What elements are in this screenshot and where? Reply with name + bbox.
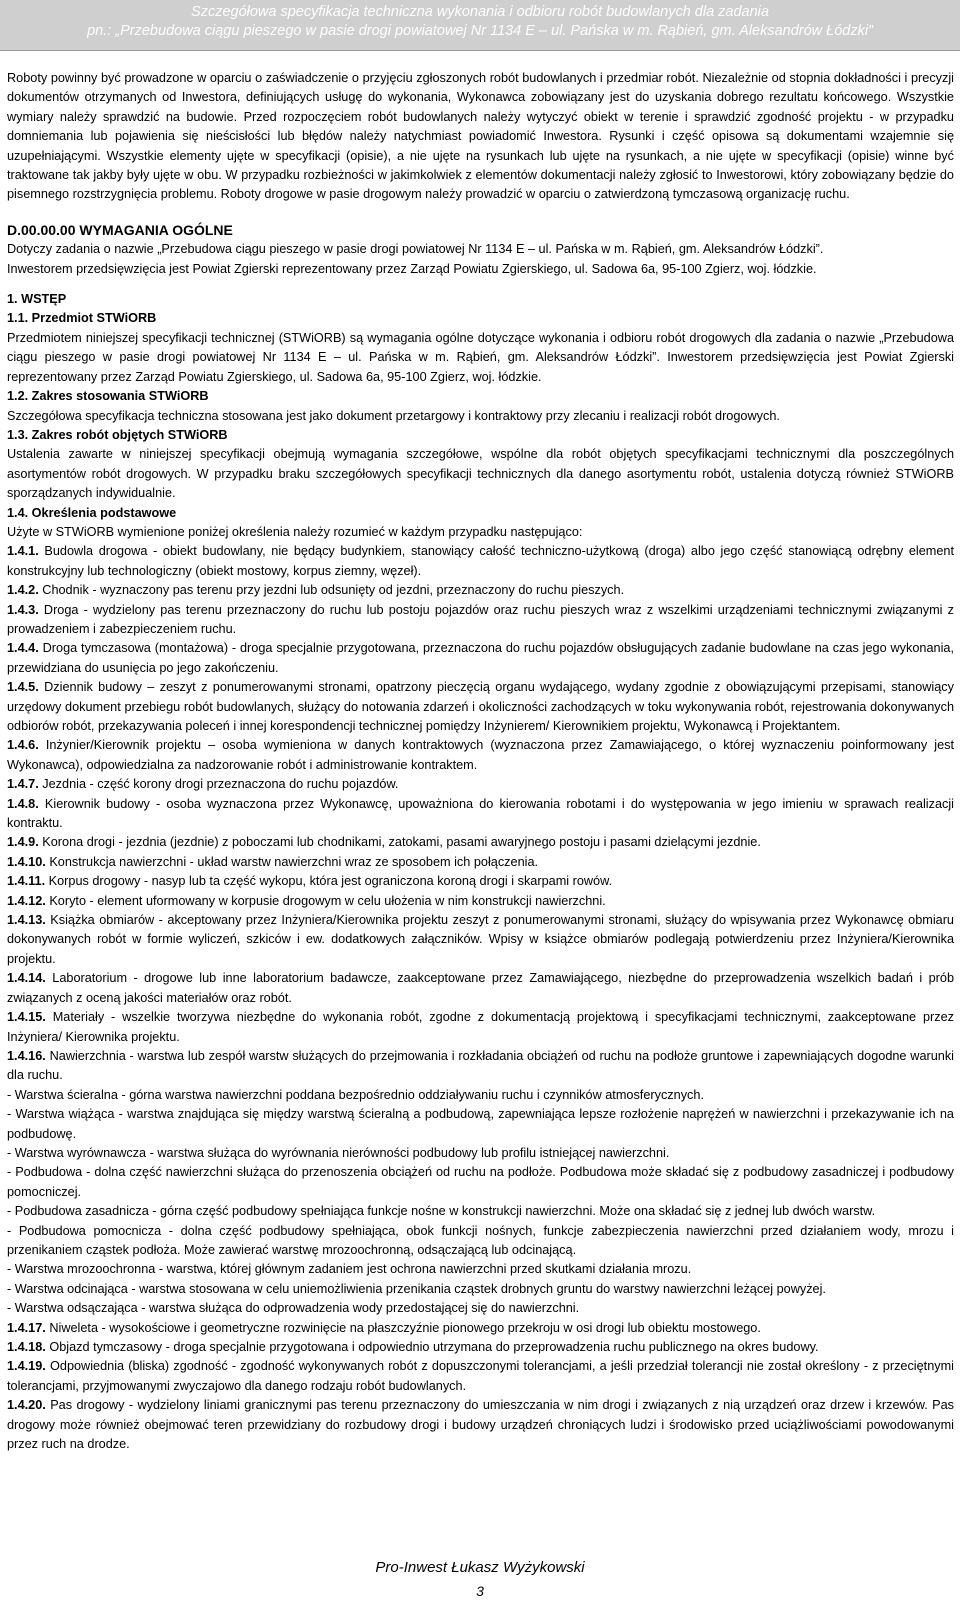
definition-item — [7, 892, 954, 911]
definition-text: Niweleta - wysokościowe i geometryczne rozwinięcie na płaszczyźnie pionowego przekroju w osi drogi lub obiektu mostowego. — [49, 1320, 761, 1335]
definition-number: 1.4.16. — [7, 1048, 46, 1063]
definition-number: 1.4.15. — [7, 1010, 46, 1025]
layer-item: - Warstwa mrozoochronna - warstwa, której głównym zadaniem jest ochrona nawierzchni przed skutkami działania mrozu. — [7, 1262, 692, 1277]
definition-text: Konstrukcja nawierzchni - układ warstw nawierzchni wraz ze sposobem ich połączenia. — [49, 854, 539, 869]
definition-number: 1.4.1. — [7, 544, 39, 559]
definition-text: Droga - wydzielony pas terenu przeznaczony do ruchu lub postoju pojazdów oraz ruchu pieszych wraz z wszelkimi urządzeniami technicznymi związanymi z prowadzeniem i zabezpieczeniem ruchu. — [7, 602, 954, 636]
layer-item: - Podbudowa pomocnicza - dolna część podbudowy spełniająca, obok funkcji nośnych, funkcje zabezpieczenia nawierzchni przed działaniem wody, mrozu i przenikaniem cząstek podłoża. Może zawierać warstwę mrozoochronną, odsączającą lub odcinającą. — [7, 1223, 954, 1257]
definition-item — [7, 1047, 954, 1086]
definition-text: Budowla drogowa - obiekt budowlany, nie będący budynkiem, stanowiący całość techniczno-użytkową (droga) albo jego część stanowiącą odrębny element konstrukcyjny lub technologiczny (obiekt mostowy, korpus ziemny, węzeł). — [7, 544, 954, 578]
layer-item: - Warstwa odcinająca - warstwa stosowana w celu uniemożliwienia przenikania cząstek drobnych gruntu do warstwy nawierzchni leżącej powyżej. — [7, 1281, 826, 1296]
definition-item — [7, 911, 954, 969]
section-1-1-text: Przedmiotem niniejszej specyfikacji technicznej (STWiORB) są wymagania ogólne dotyczące wykonania i odbioru robót drogowych dla zadania o nazwie „Przebudowa ciągu pieszego w pasie drogi powiatowej Nr 1134 E – ul. Pańska w m. Rąbień, gm. Aleksandrów Łódzki”. Inwestorem przedsięwzięcia jest Powiat Zgierski reprezentowany przez Zarząd Powiatu Zgierskiego, ul. Sadowa 6a, 95-100 Zgierz, woj. łódzkie. — [7, 330, 954, 384]
definition-text: Chodnik - wyznaczony pas terenu przy jezdni lub odsunięty od jezdni, przeznaczony do ruchu pieszych. — [42, 583, 625, 598]
layer-item: - Warstwa ścieralna - górna warstwa nawierzchni poddana bezpośrednio oddziaływaniu ruchu i czynników atmosferycznych. — [7, 1087, 704, 1102]
section-1-3-heading: 1.3. Zakres robót objętych STWiORB — [7, 427, 228, 442]
section-1-3-text: Ustalenia zawarte w niniejszej specyfikacji obejmują wymagania szczegółowe, wspólne dla robót objętych specyfikacjami technicznymi dla poszczególnych asortymentów robót drogowych. W przypadku braku szczegółowych specyfikacji technicznych dla danego asortymentu robót, ustalenia dotyczą również STWiORB sporządzanych indywidualnie. — [7, 447, 954, 501]
definition-text: Objazd tymczasowy - droga specjalnie przygotowana i odpowiednio utrzymana do przeprowadzenia ruchu publicznego na okres budowy. — [49, 1340, 819, 1354]
definition-item — [7, 853, 954, 872]
definition-item — [7, 872, 954, 891]
layer-item: - Warstwa odsączająca - warstwa służąca do odprowadzenia wody przedostającej się do nawierzchni. — [7, 1301, 580, 1316]
definition-number: 1.4.14. — [7, 971, 46, 986]
page-footer-author: Pro-Inwest Łukasz Wyżykowski — [375, 1559, 585, 1576]
section-1-heading: 1. WSTĘP — [7, 292, 67, 307]
section-1-2-text: Szczegółowa specyfikacja techniczna stosowana jest jako dokument przetargowy i kontraktowy przy zlecaniu i realizacji robót drogowych. — [7, 408, 780, 423]
definition-item — [7, 639, 954, 678]
definition-item — [7, 678, 954, 736]
definition-number: 1.4.17. — [7, 1320, 46, 1335]
definition-text: Inżynier/Kierownik projektu – osoba wymieniona w danych kontraktowych (wyznaczona przez Zamawiającego, o której wyznaczeniu poinformowany jest Wykonawca), odpowiedzialna za nadzorowanie robót i administrowanie kontraktem. — [7, 738, 954, 772]
section-1-4-text: Użyte w STWiORB wymienione poniżej określenia należy rozumieć w każdym przypadku następująco: — [7, 524, 583, 539]
definition-text: Dziennik budowy – zeszyt z ponumerowanymi stronami, opatrzony pieczęcią organu wydającego, wydany zgodnie z obowiązującymi przepisami, stanowiący urzędowy dokument przebiegu robót budowlanych, służący do notowania zdarzeń i okoliczności zachodzących w toku wykonywania robót, rejestrowania dokonywanych odbiorów robót, przekazywania poleceń i innej korespondencji technicznej pomiędzy Inżynierem/ Kierownikiem projektu, Wykonawcą i Projektantem. — [7, 680, 954, 733]
definition-number: 1.4.5. — [7, 680, 39, 695]
definition-number: 1.4.2. — [7, 583, 39, 598]
definition-number: 1.4.8. — [7, 796, 39, 811]
layer-item: - Podbudowa - dolna część nawierzchni służąca do przenoszenia obciążeń od ruchu na podłoże. Podbudowa może składać się z podbudowy zasadniczej i podbudowy pomocniczej. — [7, 1165, 954, 1199]
definition-text: Odpowiednia (bliska) zgodność - zgodność wykonywanych robót z dopuszczonymi tolerancjami, a jeśli przedział tolerancji nie został określony - z przeciętnymi tolerancjami, przyjmowanymi zwyczajowo dla danego rodzaju robót budowlanych. — [7, 1359, 954, 1393]
definition-text: Droga tymczasowa (montażowa) - droga specjalnie przygotowana, przeznaczona do ruchu pojazdów obsługujących zadanie budowlane na czas jego wykonania, przewidziana do usunięcia po jego zakończeniu. — [7, 641, 954, 675]
layer-item: - Warstwa wyrównawcza - warstwa służąca do wyrównania nierówności podbudowy lub profilu istniejącej nawierzchni. — [7, 1145, 670, 1160]
definition-item — [7, 795, 954, 834]
definition-number: 1.4.9. — [7, 835, 39, 850]
definition-item — [7, 1396, 954, 1454]
definition-text: Materiały - wszelkie tworzywa niezbędne do wykonania robót, zgodne z dokumentacją projektową i specyfikacjami technicznymi, zaakceptowane przez Inżyniera/ Kierownika projektu. — [7, 1010, 955, 1044]
definition-item — [7, 969, 954, 1008]
definition-text: Pas drogowy - wydzielony liniami granicznymi pas terenu przeznaczony do umieszczania w nim drogi i związanych z nią urządzeń oraz drzew i krzewów. Pas drogowy może również obejmować teren przewidziany do rozbudowy drogi i budowy urządzeń chroniących ludzi i środowisko przed uciążliwościami powodowanymi przez ruch na drodze. — [7, 1398, 954, 1452]
definition-number: 1.4.6. — [7, 738, 39, 753]
definition-item — [7, 542, 954, 581]
definition-number: 1.4.12. — [7, 893, 46, 908]
page-number: 3 — [476, 1583, 484, 1599]
layer-item: - Podbudowa zasadnicza - górna część podbudowy spełniająca funkcje nośne w konstrukcji nawierzchni. Może ona składać się z jednej lub dwóch warstw. — [7, 1204, 876, 1219]
header-line-2: pn.: „Przebudowa ciągu pieszego w pasie drogi powiatowej Nr 1134 E – ul. Pańska w m. Rąbień, gm. Aleksandrów Łódzki” — [87, 23, 873, 39]
definition-item — [7, 601, 954, 640]
definition-text: Książka obmiarów - akceptowany przez Inżyniera/Kierownika projektu zeszyt z ponumerowanymi stronami, służący do wpisywania przez Wykonawcę obmiaru dokonywanych robót w formie wyliczeń, szkiców i ew. dodatkowych załączników. Wpisy w książce obmiarów podlegają potwierdzeniu przez Inżyniera/Kierownika projektu. — [7, 913, 954, 966]
definition-item — [7, 775, 954, 794]
definition-item — [7, 736, 954, 775]
definition-item — [7, 1319, 954, 1338]
definition-text: Korona drogi - jezdnia (jezdnie) z poboczami lub chodnikami, zatokami, pasami awaryjnego postoju i pasami dzielącymi jezdnie. — [42, 835, 761, 850]
definition-number: 1.4.10. — [7, 854, 46, 869]
definition-text: Koryto - element uformowany w korpusie drogowym w celu ułożenia w nim konstrukcji nawierzchni. — [49, 893, 606, 908]
definition-item — [7, 1338, 954, 1357]
section-1-1-heading: 1.1. Przedmiot STWiORB — [7, 311, 157, 326]
definition-number: 1.4.18. — [7, 1340, 46, 1354]
section-1-2-heading: 1.2. Zakres stosowania STWiORB — [7, 389, 209, 404]
layer-item: - Warstwa wiążąca - warstwa znajdująca się między warstwą ścieralną a podbudową, zapewniająca lepsze rozłożenie naprężeń w nawierzchni i przekazywanie ich na podbudowę. — [7, 1107, 954, 1141]
definition-number: 1.4.3. — [7, 602, 39, 617]
definition-number: 1.4.20. — [7, 1398, 46, 1413]
definition-number: 1.4.11. — [7, 874, 46, 889]
definition-item — [7, 581, 954, 600]
definition-number: 1.4.4. — [7, 641, 39, 656]
definition-number: 1.4.19. — [7, 1359, 46, 1374]
definition-text: Kierownik budowy - osoba wyznaczona przez Wykonawcę, upoważniona do kierowania robotami i do występowania w jego imieniu w sprawach realizacji kontraktu. — [7, 796, 954, 831]
definition-text: Laboratorium - drogowe lub inne laboratorium badawcze, zaakceptowane przez Zamawiającego, niezbędne do przeprowadzenia wszelkich badań i prób związanych z oceną jakości materiałów oraz robót. — [7, 971, 954, 1005]
intro-paragraph: Roboty powinny być prowadzone w oparciu o zaświadczenie o przyjęciu zgłoszonych robót budowlanych i przedmiar robót. Niezależnie od stopnia dokładności i precyzji dokumentów otrzymanych od Inwestora, definiujących usługę do wykonania, Wykonawca zobowiązany jest do uzyskania dobrego rezultatu końcowego. Wszystkie wymiary należy sprawdzić na budowie. Przed rozpoczęciem robót budowlanych należy wytyczyć obiekt w terenie i sprawdzić zgodność projektu - w przypadku domniemania lub pojawienia się nieścisłości lub błędów należy natychmiast powiadomić Inwestora. Rysunki i część opisowa są dokumentami wzajemnie się uzupełniającymi. Wszystkie elementy ujęte w specyfikacji (opisie), a nie ujęte na rysunkach lub ujęte na rysunkach, a nie ujęte w specyfikacji (opisie) winne być traktowane tak jakby były ujęte w obu. W przypadku rozbieżności w jakimkolwiek z elementów dokumentacji należy zgłosić to Inwestorowi, który zobowiązany będzie do pisemnego rozstrzygnięcia problemu. Roboty drogowe w pasie drogowym należy prowadzić w oparciu o zatwierdzoną tymczasową organizację ruchu. — [7, 71, 954, 202]
definition-item — [7, 833, 954, 852]
page-header — [0, 0, 960, 51]
definition-item — [7, 1008, 954, 1047]
section-1-4-heading: 1.4. Określenia podstawowe — [7, 505, 177, 520]
document-body — [7, 69, 954, 1454]
definition-text: Nawierzchnia - warstwa lub zespół warstw służących do przejmowania i rozkładania obciążeń od ruchu na podłoże gruntowe i zapewniających dogodne warunki dla ruchu. — [7, 1048, 954, 1083]
definition-number: 1.4.7. — [7, 777, 39, 792]
general-requirements-heading: D.00.00.00 WYMAGANIA OGÓLNE — [7, 221, 233, 238]
definition-item — [7, 1357, 954, 1396]
general-paragraph-2: Inwestorem przedsięwzięcia jest Powiat Zgierski reprezentowany przez Zarząd Powiatu Zgierskiego, ul. Sadowa 6a, 95-100 Zgierz, woj. łódzkie. — [7, 261, 817, 276]
general-paragraph-1: Dotyczy zadania o nazwie „Przebudowa ciągu pieszego w pasie drogi powiatowej Nr 1134 E – ul. Pańska w m. Rąbień, gm. Aleksandrów Łódzki”. — [7, 242, 824, 257]
definition-number: 1.4.13. — [7, 913, 46, 928]
definition-text: Korpus drogowy - nasyp lub ta część wykopu, która jest ograniczona koroną drogi i skarpami rowów. — [48, 874, 613, 889]
definition-text: Jezdnia - część korony drogi przeznaczona do ruchu pojazdów. — [42, 777, 399, 792]
header-line-1: Szczegółowa specyfikacja techniczna wykonania i odbioru robót budowlanych dla zadania — [191, 4, 769, 20]
